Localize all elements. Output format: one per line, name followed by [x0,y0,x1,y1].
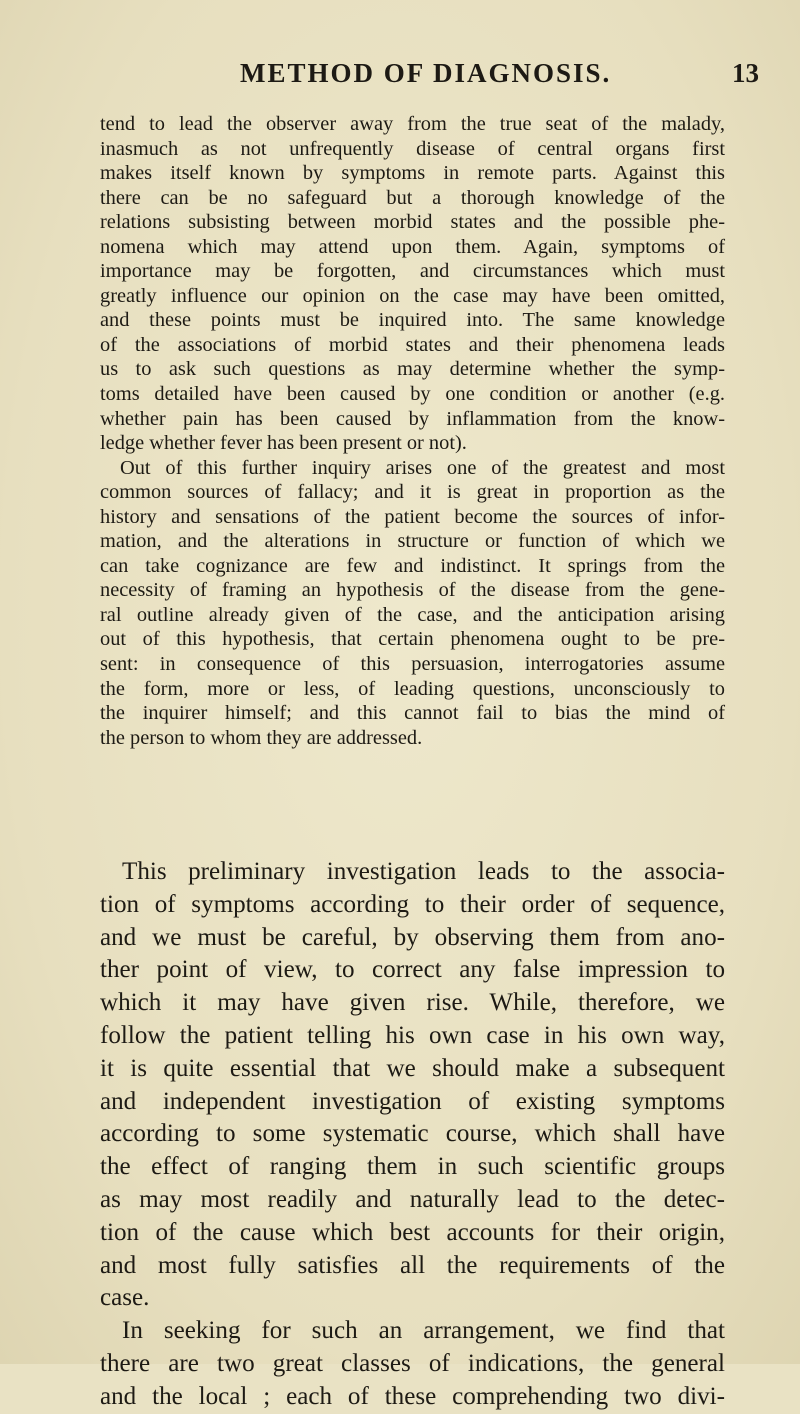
text-line: history and sensations of the patient become the sources of infor- [100,505,725,528]
page-number: 13 [732,58,759,88]
text-line: the person to whom they are addressed. [100,726,423,749]
text-line: of the associations of morbid states and their phenomena leads [100,333,725,356]
text-line: necessity of framing an hypothesis of the disease from the gene- [100,579,725,602]
main-text-section [100,856,725,1414]
text-line: tion of the cause which best accounts for their origin, [100,1218,725,1246]
text-line: ther point of view, to correct any false impression to [100,956,725,984]
text-line: This preliminary investigation leads to the associa- [122,858,725,885]
text-line: nomena which may attend upon them. Again, symptoms of [100,235,725,258]
text-line: there can be no safeguard but a thorough knowledge of the [100,186,725,209]
text-line: there are two great classes of indications, the general [100,1349,725,1377]
text-line: and most fully satisfies all the requirements of the [100,1251,725,1279]
text-line: importance may be forgotten, and circumstances which must [100,260,725,283]
text-line: it is quite essential that we should make a subsequent [100,1054,725,1082]
text-line: us to ask such questions as may determine whether the symp- [100,358,725,381]
text-line: sent: in consequence of this persuasion, interrogatories assume [100,653,725,676]
text-line: relations subsisting between morbid states and the possible phe- [100,211,725,234]
text-line: tion of symptoms according to their order of sequence, [100,890,725,918]
text-line: and the local ; each of these comprehending two divi- [100,1382,725,1410]
text-line: toms detailed have been caused by one condition or another (e.g. [100,383,725,406]
text-line: case. [100,1284,150,1312]
text-line: mation, and the alterations in structure or function of which we [100,530,725,553]
page-header [0,58,800,98]
text-line: which it may have given rise. While, therefore, we [100,989,725,1017]
text-line: tend to lead the observer away from the true seat of the malady, [100,113,725,135]
text-line: according to some systematic course, which shall have [100,1120,725,1148]
text-line: the form, more or less, of leading questions, unconsciously to [100,677,725,700]
text-line: out of this hypothesis, that certain phenomena ought to be pre- [100,628,725,651]
text-line: and these points must be inquired into. The same knowledge [100,309,725,332]
text-line: and we must be careful, by observing them from ano- [100,923,725,951]
text-line: makes itself known by symptoms in remote parts. Against this [100,162,725,185]
small-print-section [100,112,725,750]
text-line: the effect of ranging them in such scientific groups [100,1153,725,1181]
text-line: greatly influence our opinion on the case may have been omitted, [100,284,725,307]
text-line: and independent investigation of existing symptoms [100,1087,725,1115]
text-line: can take cognizance are few and indistinct. It springs from the [100,554,725,577]
text-line: In seeking for such an arrangement, we find that [122,1317,725,1345]
text-line: the inquirer himself; and this cannot fail to bias the mind of [100,702,725,725]
text-line: whether pain has been caused by inflammation from the know- [100,407,725,430]
text-line: follow the patient telling his own case in his own way, [100,1021,725,1049]
text-line: Out of this further inquiry arises one of the greatest and most [120,456,725,479]
text-line: inasmuch as not unfrequently disease of central organs first [100,137,725,160]
text-line: as may most readily and naturally lead to the detec- [100,1185,725,1213]
text-line: ral outline already given of the case, and the anticipation arising [100,603,725,626]
running-head: METHOD OF DIAGNOSIS. [240,58,612,88]
text-line: ledge whether fever has been present or not). [100,432,467,455]
text-line: common sources of fallacy; and it is great in proportion as the [100,481,725,504]
